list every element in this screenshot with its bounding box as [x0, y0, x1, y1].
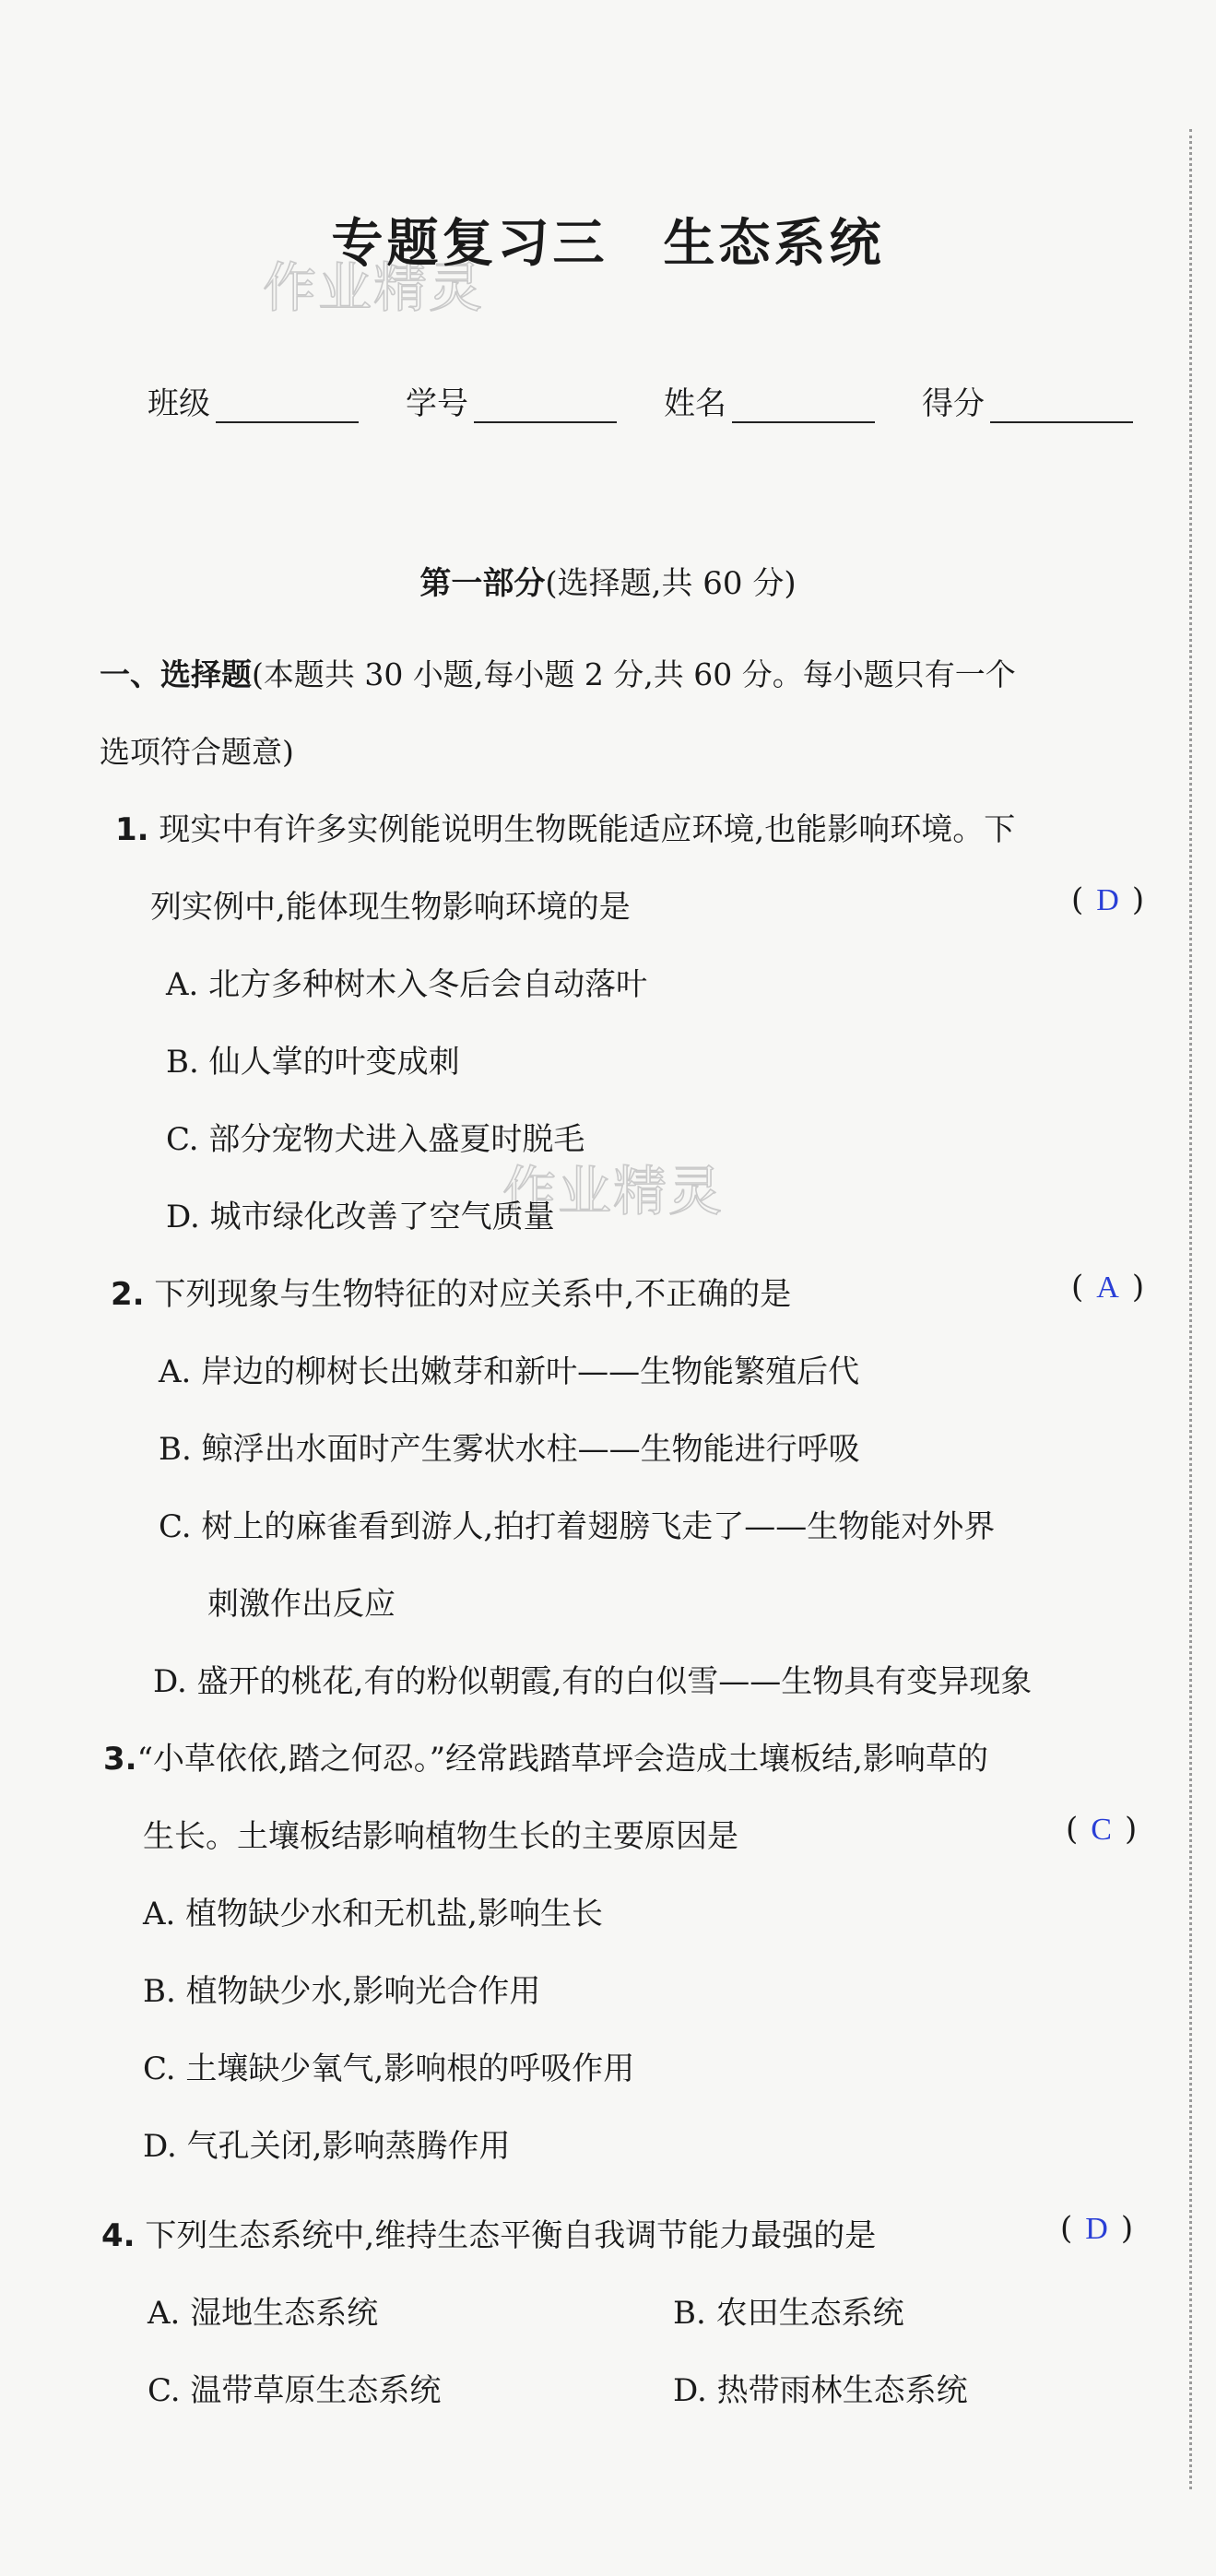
question-text: “小草依依,踏之何忍。”经常践踏草坪会造成土壤板结,影响草的 — [136, 1741, 988, 1778]
class-field — [148, 378, 359, 423]
score-blank — [990, 394, 1133, 423]
option: A. 岸边的柳树长出嫩芽和新叶——生物能繁殖后代 — [159, 1353, 860, 1390]
answer-letter: A — [1096, 1270, 1119, 1305]
question-3-answer: ( C ) — [1066, 1811, 1138, 1848]
right-dotted-rule — [1189, 129, 1192, 2489]
option: B. 仙人掌的叶变成刺 — [166, 1044, 460, 1081]
option-continuation: 刺激作出反应 — [207, 1586, 395, 1623]
id-blank — [474, 394, 617, 423]
part-heading-rest: (选择题,共 60 分) — [545, 565, 797, 602]
option: A. 湿地生态系统 — [148, 2295, 379, 2332]
answer-letter: D — [1085, 2212, 1108, 2246]
question-1-answer: ( D ) — [1071, 881, 1145, 918]
class-label: 班级 — [148, 385, 210, 422]
part-heading-bold: 第一部分 — [419, 565, 546, 602]
option: C. 土壤缺少氧气,影响根的呼吸作用 — [143, 2050, 635, 2087]
option: A. 北方多种树木入冬后会自动落叶 — [166, 966, 648, 1003]
name-blank — [732, 394, 875, 423]
option: C. 树上的麻雀看到游人,拍打着翅膀飞走了——生物能对外界 — [159, 1508, 996, 1545]
section-instructions-line2: 选项符合题意) — [100, 734, 294, 770]
student-info-row — [148, 378, 1133, 423]
option: B. 农田生态系统 — [673, 2295, 904, 2332]
question-3-line1 — [103, 1733, 988, 1778]
option: C. 温带草原生态系统 — [148, 2372, 442, 2409]
option: C. 部分宠物犬进入盛夏时脱毛 — [166, 1121, 585, 1158]
section-instructions-line1: (本题共 30 小题,每小题 2 分,共 60 分。每小题只有一个 — [252, 656, 1016, 692]
option: B. 鲸浮出水面时产生雾状水柱——生物能进行呼吸 — [159, 1431, 860, 1468]
question-1-line2: 列实例中,能体现生物影响环境的是 — [150, 889, 631, 926]
question-2-answer: ( A ) — [1071, 1269, 1145, 1306]
name-field — [664, 378, 875, 423]
answer-letter: C — [1091, 1813, 1112, 1847]
question-text: 现实中有许多实例能说明生物既能适应环境,也能影响环境。下 — [159, 811, 1016, 848]
score-label: 得分 — [922, 385, 985, 422]
part-heading — [0, 558, 1216, 603]
section-heading-bold: 一、选择题 — [100, 656, 252, 692]
question-4-answer: ( D ) — [1060, 2210, 1134, 2247]
option: B. 植物缺少水,影响光合作用 — [143, 1973, 541, 2010]
score-field — [922, 378, 1133, 423]
question-4-line1 — [101, 2210, 876, 2255]
question-text: 下列现象与生物特征的对应关系中,不正确的是 — [154, 1276, 792, 1313]
id-field — [406, 378, 617, 423]
section-heading — [100, 636, 1183, 791]
id-label: 学号 — [406, 385, 468, 422]
class-blank — [216, 394, 359, 423]
question-number: 1. — [115, 811, 149, 848]
watermark: 作业精灵 — [502, 1160, 725, 1223]
question-3-line2: 生长。土壤板结影响植物生长的主要原因是 — [143, 1818, 738, 1855]
answer-letter: D — [1096, 883, 1119, 917]
option: D. 气孔关闭,影响蒸腾作用 — [143, 2128, 511, 2165]
option: D. 城市绿化改善了空气质量 — [166, 1199, 555, 1235]
question-number: 4. — [101, 2217, 136, 2254]
question-1-line1 — [115, 804, 1015, 849]
option: A. 植物缺少水和无机盐,影响生长 — [143, 1896, 603, 1932]
question-number: 2. — [111, 1276, 145, 1313]
watermark: 作业精灵 — [263, 256, 485, 319]
question-2-line1 — [111, 1269, 791, 1314]
name-label: 姓名 — [664, 385, 726, 422]
option: D. 热带雨林生态系统 — [673, 2372, 968, 2409]
option: D. 盛开的桃花,有的粉似朝霞,有的白似雪——生物具有变异现象 — [153, 1663, 1033, 1700]
question-text: 下列生态系统中,维持生态平衡自我调节能力最强的是 — [145, 2217, 877, 2254]
question-number: 3. — [103, 1741, 137, 1778]
page-title: 专题复习三 生态系统 — [331, 214, 885, 274]
